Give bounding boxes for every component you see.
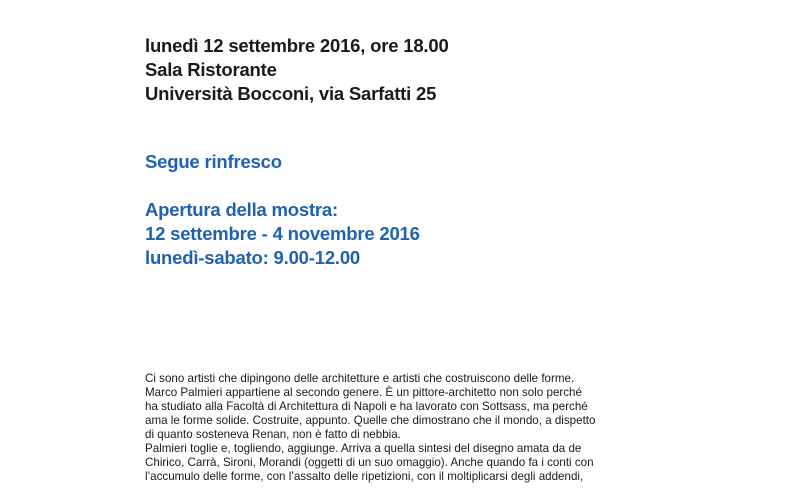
- event-date-time: lunedì 12 settembre 2016, ore 18.00: [145, 35, 449, 56]
- event-venue: Università Bocconi, via Sarfatti 25: [145, 83, 437, 104]
- paragraph-line: ama le forme solide. Costruite, appunto. Quelle che dimostrano che il mondo, a dispetto: [145, 414, 596, 427]
- exhibition-heading: Apertura della mostra:: [145, 199, 338, 220]
- paragraph-line: Palmieri toglie e, togliendo, aggiunge. Arriva a quella sintesi del disegno amata da de: [145, 442, 582, 455]
- paragraph-line: Marco Palmieri appartiene al secondo genere. È un pittore-architetto non solo perché: [145, 386, 582, 399]
- paragraph-line: ha studiato alla Facoltà di Architettura di Napoli e ha lavorato con Sottsass, ma perché: [145, 400, 588, 413]
- event-room: Sala Ristorante: [145, 59, 277, 80]
- paragraph-line: Chirico, Carrà, Sironi, Morandi (oggetti di un suo omaggio). Anche quando fa i conti con: [145, 456, 594, 469]
- exhibition-dates: 12 settembre - 4 novembre 2016: [145, 223, 420, 244]
- paragraph-line: l’accumulo delle forme, con l’assalto delle ripetizioni, con il moltiplicarsi degli addendi,: [145, 470, 584, 483]
- description-paragraph-1: [145, 372, 595, 442]
- exhibition-info: [145, 198, 420, 270]
- paragraph-line: Ci sono artisti che dipingono delle architetture e artisti che costruiscono delle forme.: [145, 372, 575, 385]
- description-paragraph-2: [145, 442, 594, 484]
- exhibition-hours: lunedì-sabato: 9.00-12.00: [145, 247, 361, 268]
- refreshment-text: Segue rinfresco: [145, 151, 282, 172]
- paragraph-line: di quanto sosteneva Renan, non è fatto di nebbia.: [145, 428, 401, 441]
- refreshment-note: [145, 150, 282, 174]
- event-info: [145, 34, 449, 106]
